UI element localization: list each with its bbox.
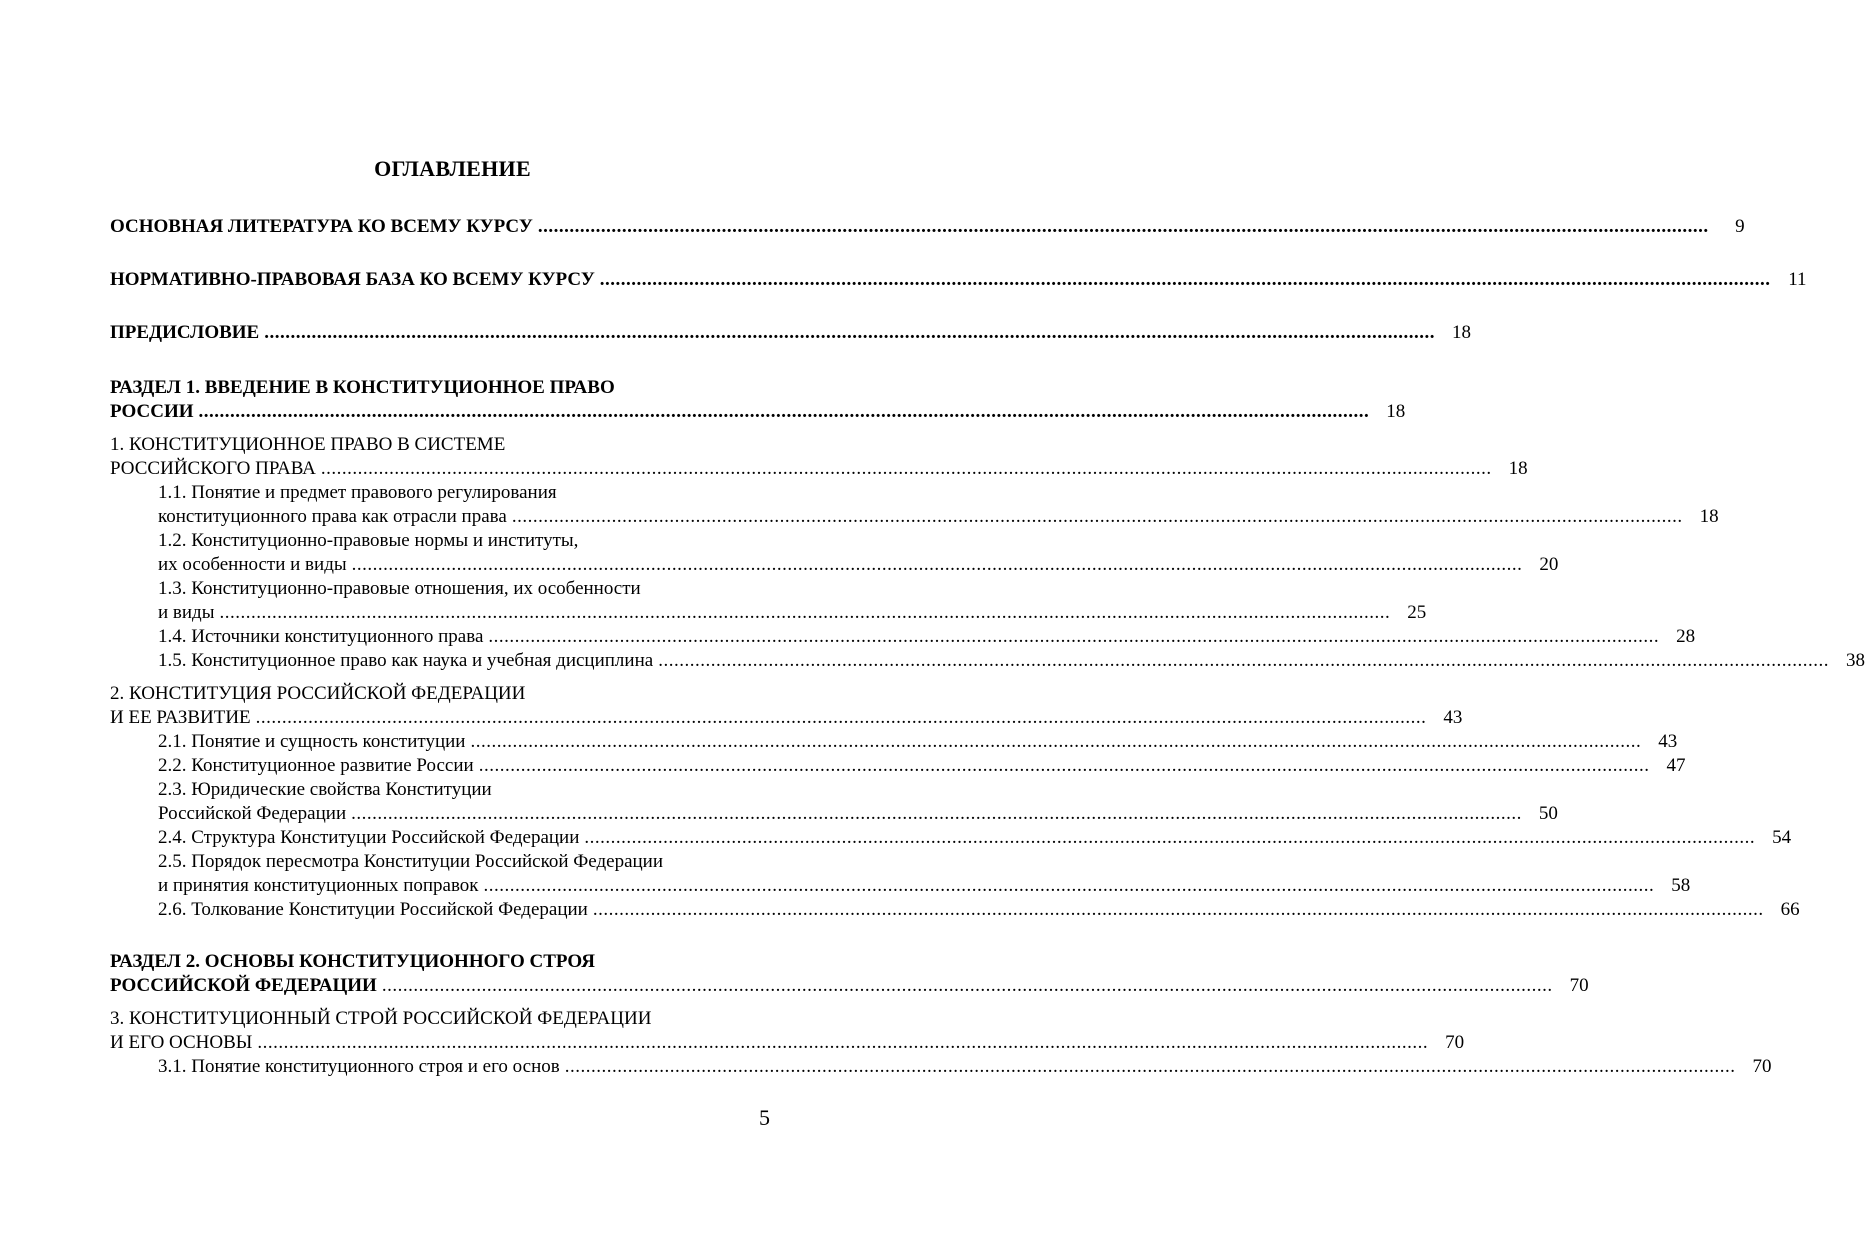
toc-page-number: 28 xyxy=(1676,626,1696,647)
toc-page-number: 18 xyxy=(1451,322,1471,343)
toc-page-number: 11 xyxy=(1788,269,1807,290)
toc-chapter-1[interactable] xyxy=(110,457,1528,481)
toc-leader-dots: ............................................................................................................................................................................................................................... xyxy=(381,975,1553,996)
toc-page-number: 66 xyxy=(1780,899,1800,920)
toc-subsection-2-3[interactable] xyxy=(158,802,1558,826)
toc-section-2[interactable] xyxy=(110,974,1589,998)
toc-entry-title: 2.6. Толкование Конституции Российской Федерации xyxy=(158,899,588,920)
toc-entry-title: ПРЕДИСЛОВИЕ xyxy=(110,322,260,343)
toc-subsection-2-5-line1[interactable]: 2.5. Порядок пересмотра Конституции Российской Федерации xyxy=(158,851,664,872)
toc-leader-dots: ............................................................................................................................................................................................................................... xyxy=(584,827,1756,848)
toc-chapter-2-title-line1[interactable]: 2. КОНСТИТУЦИЯ РОССИЙСКОЙ ФЕДЕРАЦИИ xyxy=(110,683,526,704)
toc-entry-title: 1.4. Источники конституционного права xyxy=(158,626,484,647)
toc-leader-dots: ............................................................................................................................................................................................................................... xyxy=(470,731,1642,752)
toc-entry-normative-base[interactable] xyxy=(110,268,1807,292)
toc-leader-dots: ............................................................................................................................................................................................................................... xyxy=(351,554,1523,575)
toc-leader-dots: ............................................................................................................................................................................................................................... xyxy=(219,602,1391,623)
toc-page-number: 38 xyxy=(1845,650,1865,671)
toc-entry-title: конституционного права как отрасли права xyxy=(158,506,507,527)
toc-leader-dots: ............................................................................................................................................................................................................................... xyxy=(483,875,1655,896)
toc-chapter-1-title-line1[interactable]: 1. КОНСТИТУЦИОННОЕ ПРАВО В СИСТЕМЕ xyxy=(110,434,506,455)
toc-entry-title: 2.1. Понятие и сущность конституции xyxy=(158,731,466,752)
page-title: ОГЛАВЛЕНИЕ xyxy=(374,156,531,181)
toc-entry-title: и виды xyxy=(158,602,215,623)
toc-page-number: 70 xyxy=(1752,1056,1772,1077)
toc-leader-dots: ............................................................................................................................................................................................................................... xyxy=(198,401,1370,422)
toc-page-number: 43 xyxy=(1658,731,1678,752)
toc-leader-dots: ............................................................................................................................................................................................................................... xyxy=(564,1056,1736,1077)
toc-page-number: 50 xyxy=(1538,803,1558,824)
toc-chapter-2[interactable] xyxy=(110,706,1463,730)
toc-leader-dots: ............................................................................................................................................................................................................................... xyxy=(511,506,1683,527)
toc-subsection-1-3-line1[interactable]: 1.3. Конституционно-правовые отношения, их особенности xyxy=(158,578,641,599)
toc-page-number: 70 xyxy=(1445,1032,1465,1053)
toc-entry-title: 3.1. Понятие конституционного строя и его основ xyxy=(158,1056,560,1077)
toc-entry-title: Российской Федерации xyxy=(158,803,347,824)
toc-leader-dots: ............................................................................................................................................................................................................................... xyxy=(255,707,1427,728)
toc-entry-title: РОССИИ xyxy=(110,401,194,422)
toc-page-number: 18 xyxy=(1508,458,1528,479)
toc-subsection-2-2[interactable] xyxy=(158,754,1686,778)
toc-section-1-title-line1[interactable]: РАЗДЕЛ 1. ВВЕДЕНИЕ В КОНСТИТУЦИОННОЕ ПРАВО xyxy=(110,377,615,398)
toc-subsection-1-1[interactable] xyxy=(158,505,1719,529)
toc-section-2-title-line1[interactable]: РАЗДЕЛ 2. ОСНОВЫ КОНСТИТУЦИОННОГО СТРОЯ xyxy=(110,951,595,972)
toc-page-number: 20 xyxy=(1539,554,1559,575)
toc-leader-dots: ............................................................................................................................................................................................................................... xyxy=(264,322,1435,343)
toc-entry-title: 2.2. Конституционное развитие России xyxy=(158,755,474,776)
toc-page-number: 43 xyxy=(1443,707,1463,728)
toc-entry-preface[interactable] xyxy=(110,321,1471,345)
toc-subsection-1-2-line1[interactable]: 1.2. Конституционно-правовые нормы и институты, xyxy=(158,530,579,551)
toc-page-number: 9 xyxy=(1735,216,1745,237)
toc-entry-title: 1.5. Конституционное право как наука и учебная дисциплина xyxy=(158,650,654,671)
toc-page-number: 25 xyxy=(1407,602,1427,623)
toc-leader-dots: ............................................................................................................................................................................................................................... xyxy=(537,216,1709,237)
toc-chapter-3-title-line1[interactable]: 3. КОНСТИТУЦИОННЫЙ СТРОЙ РОССИЙСКОЙ ФЕДЕРАЦИИ xyxy=(110,1008,652,1029)
toc-page-number: 58 xyxy=(1671,875,1691,896)
toc-leader-dots: ............................................................................................................................................................................................................................... xyxy=(351,803,1522,824)
toc-subsection-1-3[interactable] xyxy=(158,601,1427,625)
toc-page-number: 70 xyxy=(1569,975,1589,996)
toc-entry-title: И ЕЕ РАЗВИТИЕ xyxy=(110,707,251,728)
page-number: 5 xyxy=(759,1105,770,1130)
toc-page-number: 47 xyxy=(1666,755,1686,776)
toc-entry-title: РОССИЙСКОГО ПРАВА xyxy=(110,458,316,479)
toc-subsection-3-1[interactable] xyxy=(158,1055,1772,1079)
toc-leader-dots: ............................................................................................................................................................................................................................... xyxy=(599,269,1771,290)
toc-leader-dots: ............................................................................................................................................................................................................................... xyxy=(488,626,1660,647)
toc-entry-title: и принятия конституционных поправок xyxy=(158,875,479,896)
toc-subsection-1-4[interactable] xyxy=(158,625,1696,649)
toc-subsection-1-2[interactable] xyxy=(158,553,1559,577)
toc-entry-title: И ЕГО ОСНОВЫ xyxy=(110,1032,253,1053)
toc-subsection-2-1[interactable] xyxy=(158,730,1678,754)
toc-leader-dots: ............................................................................................................................................................................................................................... xyxy=(320,458,1492,479)
toc-entry-title: НОРМАТИВНО-ПРАВОВАЯ БАЗА КО ВСЕМУ КУРСУ xyxy=(110,269,595,290)
toc-subsection-1-5[interactable] xyxy=(158,649,1865,673)
toc-subsection-2-6[interactable] xyxy=(158,898,1800,922)
toc-entry-title: ОСНОВНАЯ ЛИТЕРАТУРА КО ВСЕМУ КУРСУ xyxy=(110,216,533,237)
toc-entry-title: их особенности и виды xyxy=(158,554,347,575)
toc-page-number: 18 xyxy=(1386,401,1406,422)
toc-subsection-1-1-line1[interactable]: 1.1. Понятие и предмет правового регулирования xyxy=(158,482,557,503)
toc-entry-title: РОССИЙСКОЙ ФЕДЕРАЦИИ xyxy=(110,975,377,996)
toc-page-number: 18 xyxy=(1699,506,1719,527)
toc-leader-dots: ............................................................................................................................................................................................................................... xyxy=(592,899,1764,920)
toc-leader-dots: ............................................................................................................................................................................................................................... xyxy=(478,755,1650,776)
toc-entry-main-literature[interactable] xyxy=(110,215,1745,239)
toc-subsection-2-3-line1[interactable]: 2.3. Юридические свойства Конституции xyxy=(158,779,492,800)
toc-leader-dots: ............................................................................................................................................................................................................................... xyxy=(257,1032,1429,1053)
toc-chapter-3[interactable] xyxy=(110,1031,1465,1055)
toc-subsection-2-4[interactable] xyxy=(158,826,1792,850)
toc-section-1[interactable] xyxy=(110,400,1406,424)
toc-leader-dots: ............................................................................................................................................................................................................................... xyxy=(658,650,1829,671)
toc-subsection-2-5[interactable] xyxy=(158,874,1691,898)
toc-page-number: 54 xyxy=(1772,827,1792,848)
toc-entry-title: 2.4. Структура Конституции Российской Федерации xyxy=(158,827,580,848)
